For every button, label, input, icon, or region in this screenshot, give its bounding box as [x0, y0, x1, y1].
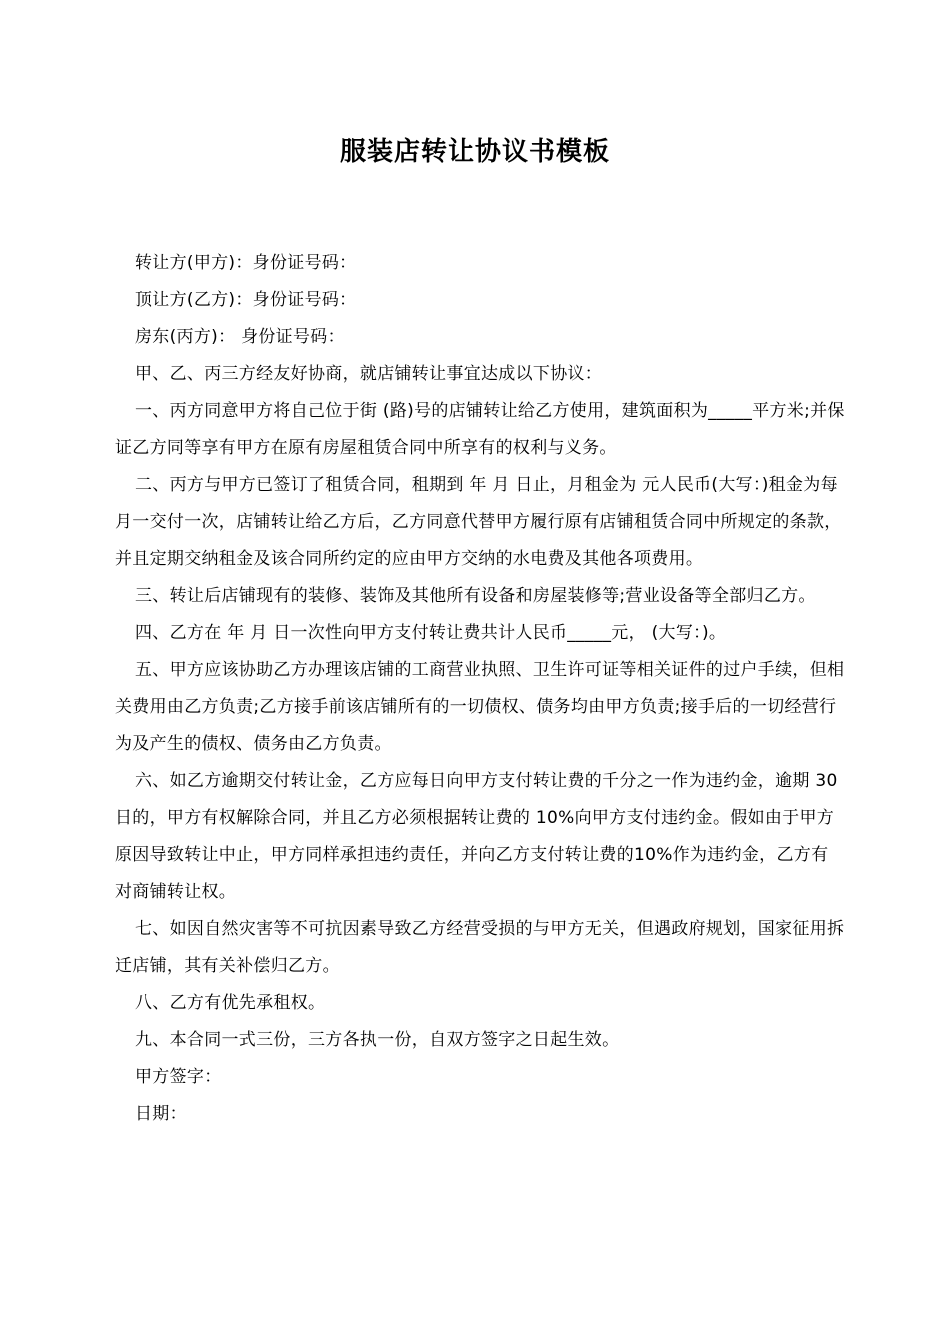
clause-3: 三、转让后店铺现有的装修、装饰及其他所有设备和房屋装修等;营业设备等全部归乙方。 [135, 586, 816, 606]
document-title: 服装店转让协议书模板 [339, 137, 610, 167]
signature-line: 甲方签字： [135, 1067, 222, 1087]
clause-4: 四、乙方在 年 月 日一次性向甲方支付转让费共计人民币_____元， (大写：)。 [135, 623, 727, 643]
party-transferee: 顶让方(乙方)：身份证号码： [135, 290, 357, 310]
clause-8: 八、乙方有优先承租权。 [135, 993, 326, 1013]
date-line: 日期： [135, 1104, 187, 1124]
clause-1: 一、丙方同意甲方将自己位于街 (路)号的店铺转让给乙方使用，建筑面积为_____平方米;并保证乙方同等享有甲方在原有房屋租赁合同中所享有的权利与义务。 [115, 401, 845, 458]
clause-2: 二、丙方与甲方已签订了租赁合同，租期到 年 月 日止，月租金为 元人民币(大写：)租金为每月一交付一次，店铺转让给乙方后，乙方同意代替甲方履行原有店铺租赁合同中所规定的条款，并且定期交纳租金及该合同所约定的应由甲方交纳的水电费及其他各项费用。 [115, 475, 842, 569]
clause-5: 五、甲方应该协助乙方办理该店铺的工商营业执照、卫生许可证等相关证件的过户手续，但相关费用由乙方负责;乙方接手前该店铺所有的一切债权、债务均由甲方负责;接手后的一切经营行为及产生的债权、债务由乙方负责。 [115, 660, 845, 754]
document-body [115, 245, 845, 1133]
clause-7: 七、如因自然灾害等不可抗因素导致乙方经营受损的与甲方无关，但遇政府规划，国家征用拆迁店铺，其有关补偿归乙方。 [115, 919, 845, 976]
clause-9: 九、本合同一式三份，三方各执一份，自双方签字之日起生效。 [135, 1030, 620, 1050]
party-transferor: 转让方(甲方)：身份证号码： [135, 253, 357, 273]
agreement-intro: 甲、乙、丙三方经友好协商，就店铺转让事宜达成以下协议： [135, 364, 603, 384]
party-landlord: 房东(丙方)： 身份证号码： [135, 327, 345, 347]
clause-6: 六、如乙方逾期交付转让金，乙方应每日向甲方支付转让费的千分之一作为违约金，逾期 30 日的，甲方有权解除合同，并且乙方必须根据转让费的 10%向甲方支付违约金。假如由于甲方原因导致转让中止，甲方同样承担违约责任，并向乙方支付转让费的10%作为违约金，乙方有对商铺转让权。 [115, 771, 838, 902]
